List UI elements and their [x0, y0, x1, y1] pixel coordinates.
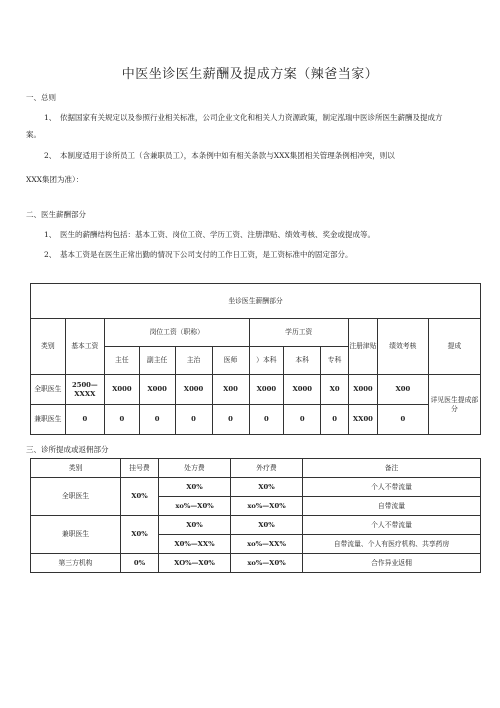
- cell-prescription: XO%—X0%: [159, 554, 231, 573]
- cell-prescription: X0%: [159, 516, 231, 535]
- header-category: 类别: [31, 459, 121, 478]
- row-category: 第三方机构: [31, 554, 121, 573]
- cell-value: X000: [105, 375, 140, 405]
- header-degree: ）本科: [249, 347, 284, 375]
- cell-value: 0: [377, 405, 428, 435]
- cell-value: XX00: [348, 405, 377, 435]
- header-registration-fee: 挂号费: [121, 459, 159, 478]
- header-commission: 提成: [428, 319, 480, 375]
- table-row: [31, 554, 481, 573]
- cell-value: 0: [284, 405, 321, 435]
- table-row: [31, 478, 481, 497]
- cell-external: xo%—X0%: [231, 554, 303, 573]
- table-row: [31, 516, 481, 535]
- cell-prescription: xo%—X0%: [159, 497, 231, 516]
- header-registration-allowance: 注册津贴: [348, 319, 377, 375]
- section1-item2-number: 2、: [44, 151, 57, 160]
- cell-value: X000: [348, 375, 377, 405]
- cell-value: 0: [212, 405, 249, 435]
- header-position: 主任: [105, 347, 140, 375]
- header-base-salary: 基本工资: [65, 319, 104, 375]
- cell-registration: X0%: [121, 516, 159, 554]
- cell-registration: X0%: [121, 478, 159, 516]
- header-position: 副主任: [139, 347, 175, 375]
- cell-value: X00: [212, 375, 249, 405]
- cell-note: 自带流量: [303, 497, 481, 516]
- header-position: 医师: [212, 347, 249, 375]
- section1-item1-text-cont: 案。: [26, 130, 41, 139]
- cell-value: X00: [377, 375, 428, 405]
- header-category: 类别: [31, 319, 66, 375]
- cell-value: 0: [249, 405, 284, 435]
- cell-value: 0: [105, 405, 140, 435]
- header-position-salary: 岗位工资（职称）: [105, 319, 250, 347]
- header-position: 主治: [175, 347, 212, 375]
- commission-table: [30, 458, 481, 573]
- header-prescription-fee: 处方费: [159, 459, 231, 478]
- cell-value: 0: [139, 405, 175, 435]
- salary-table: [30, 283, 481, 435]
- cell-note: 个人不带流量: [303, 516, 481, 535]
- salary-table-caption: 坐诊医生薪酬部分: [31, 284, 481, 319]
- cell-note: 个人不带流量: [303, 478, 481, 497]
- row-category: 兼职医生: [31, 405, 66, 435]
- row-category: 兼职医生: [31, 516, 121, 554]
- table-row: [31, 405, 481, 435]
- cell-note: 合作异业返佣: [303, 554, 481, 573]
- cell-value: X000: [139, 375, 175, 405]
- section2-item1-number: 1、: [44, 230, 57, 239]
- cell-value: X0: [321, 375, 349, 405]
- cell-value: X000: [175, 375, 212, 405]
- cell-external: xo%—X0%: [231, 497, 303, 516]
- header-degree: 专科: [321, 347, 349, 375]
- header-external-therapy-fee: 外疗费: [231, 459, 303, 478]
- cell-external: X0%: [231, 478, 303, 497]
- cell-value: X000: [249, 375, 284, 405]
- section3-heading: 三、诊所提成或返佣部分: [26, 445, 109, 454]
- section1-heading: 一、总则: [26, 93, 56, 102]
- cell-registration: 0%: [121, 554, 159, 573]
- cell-value: 0: [321, 405, 349, 435]
- row-category: 全职医生: [31, 375, 66, 405]
- table-row: [31, 375, 481, 405]
- cell-prescription: X0%: [159, 478, 231, 497]
- cell-value: X000: [284, 375, 321, 405]
- cell-external: X0%: [231, 516, 303, 535]
- section2-item2-number: 2、: [44, 250, 57, 259]
- section1-item2-text: 本制度适用于诊所员工（含兼职员工），本条例中如有相关条款与XXX集团相关管理条例相冲突，则以: [60, 151, 395, 160]
- section2-heading: 二、医生薪酬部分: [26, 210, 86, 219]
- section2-item2-text: 基本工资是在医生正常出勤的情况下公司支付的工作日工资，是工资标准中的固定部分。: [60, 250, 353, 259]
- header-note: 备注: [303, 459, 481, 478]
- page-title: 中医坐诊医生薪酬及提成方案（辣爸当家）: [121, 67, 379, 82]
- cell-value: 0: [175, 405, 212, 435]
- section1-item1-number: 1、: [44, 113, 57, 122]
- cell-prescription: X0%—XX%: [159, 535, 231, 554]
- section1-item2-text-cont: XXX集团为准）：: [26, 175, 84, 184]
- header-degree: 本科: [284, 347, 321, 375]
- cell-base: 0: [65, 405, 104, 435]
- header-education-salary: 学历工资: [249, 319, 348, 347]
- section1-item1-text: 依据国家有关规定以及参照行业相关标准，公司企业文化和相关人力资源政策，制定泓瑞中医诊所医生薪酬及提成方: [60, 113, 443, 122]
- cell-base: 2500—XXXX: [65, 375, 104, 405]
- cell-external: xo%—XX%: [231, 535, 303, 554]
- section2-item1-text: 医生的薪酬结构包括：基本工资、岗位工资、学历工资、注册津贴、绩效考核、奖金或提成等。: [60, 230, 375, 239]
- row-category: 全职医生: [31, 478, 121, 516]
- header-performance: 绩效考核: [377, 319, 428, 375]
- commission-note: 详见医生提成部分: [428, 375, 480, 435]
- cell-note: 自带流量、个人有医疗机构、共享药房: [303, 535, 481, 554]
